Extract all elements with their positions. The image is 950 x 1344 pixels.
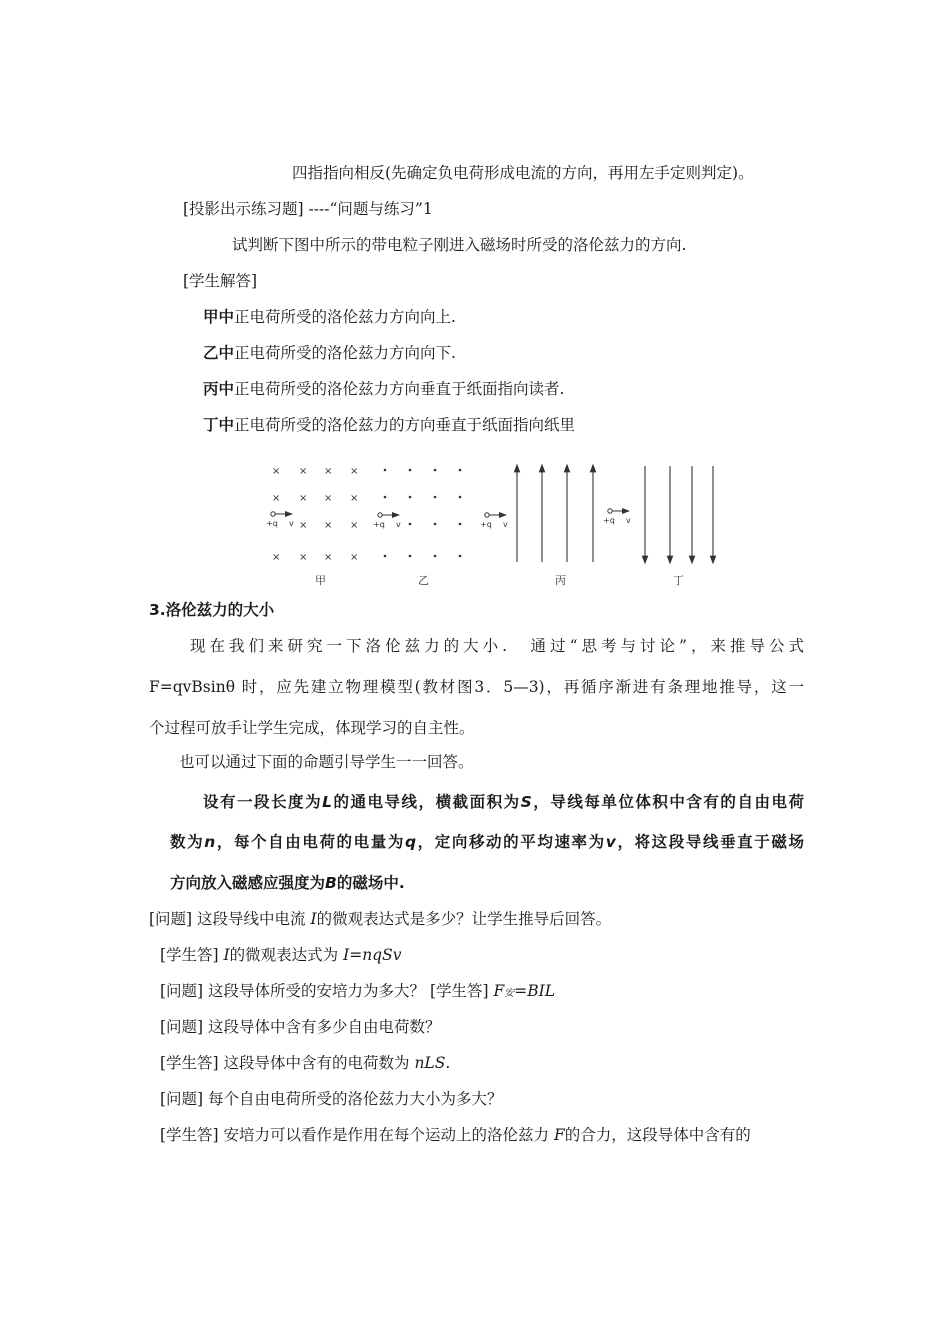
paragraph-1-line-1: 现在我们来研究一下洛伦兹力的大小. 通过“思考与讨论”，来推导公式: [190, 637, 804, 655]
field-cross-1-2: ×: [299, 520, 308, 531]
field-dot-3-3: [459, 555, 462, 558]
line-projection-exercise: [投影出示练习题] ----“问题与练习”1: [183, 200, 433, 218]
answer-charge-count: [学生答] 这段导体中含有的电荷数为 nLS.: [160, 1054, 451, 1072]
field-dot-3-0: [459, 469, 462, 472]
magnetic-field-figure: [255, 462, 725, 592]
field-dot-1-3: [409, 555, 412, 558]
field-dot-3-1: [459, 496, 462, 499]
field-cross-2-3: ×: [324, 552, 333, 563]
field-dot-0-1: [384, 496, 387, 499]
section-heading: 3.洛伦兹力的大小: [149, 601, 275, 619]
field-cross-1-0: ×: [299, 466, 308, 477]
question-current: [问题] 这段导线中电流 I的微观表达式是多少？让学生推导后回答。: [149, 910, 612, 928]
panel-label-1: 乙: [418, 574, 429, 587]
field-cross-3-2: ×: [350, 520, 359, 531]
charge-label-jia: +q: [266, 519, 278, 528]
proposition-line-1: 设有一段长度为L的通电导线，横截面积为S，导线每单位体积中含有的自由电荷: [203, 793, 804, 811]
line-left-hand-rule: 四指指向相反(先确定负电荷形成电流的方向，再用左手定则判定)。: [292, 164, 754, 182]
panel-label-0: 甲: [315, 574, 326, 587]
field-dot-2-1: [434, 496, 437, 499]
field-dot-1-2: [409, 523, 412, 526]
field-cross-3-1: ×: [350, 493, 359, 504]
charge-label-ding: +q: [603, 516, 615, 525]
charge-particle-bing: [485, 513, 489, 517]
field-dot-2-3: [434, 555, 437, 558]
field-cross-2-0: ×: [324, 466, 333, 477]
field-cross-0-3: ×: [272, 552, 281, 563]
proposition-line-2: 数为n，每个自由电荷的电量为q，定向移动的平均速率为v，将这段导线垂直于磁场: [170, 833, 804, 851]
field-dot-3-2: [459, 523, 462, 526]
line-student-answer-label: [学生解答]: [183, 272, 258, 290]
field-cross-1-3: ×: [299, 552, 308, 563]
proposition-line-3: 方向放入磁感应强度为B的磁场中.: [170, 874, 405, 892]
field-dot-0-3: [384, 555, 387, 558]
field-dot-0-0: [384, 469, 387, 472]
answer-jia: 甲中正电荷所受的洛伦兹力方向向上.: [203, 308, 456, 326]
field-cross-1-1: ×: [299, 493, 308, 504]
charge-particle-jia: [271, 512, 275, 516]
field-cross-2-1: ×: [324, 493, 333, 504]
paragraph-1-line-2: F=qvBsinθ 时，应先建立物理模型(教材图3．5—3)，再循序渐进有条理地推导，这一: [149, 678, 804, 696]
question-lorentz-per-charge: [问题] 每个自由电荷所受的洛伦兹力大小为多大？: [160, 1090, 503, 1108]
answer-current: [学生答] I的微观表达式为 I=nqSv: [160, 946, 402, 964]
question-ampere-force: [问题] 这段导体所受的安培力为多大？ [学生答] F安=BIL: [160, 982, 556, 1000]
field-cross-0-1: ×: [272, 493, 281, 504]
field-cross-3-3: ×: [350, 552, 359, 563]
field-dot-2-2: [434, 523, 437, 526]
charge-particle-yi: [378, 513, 382, 517]
line-exercise-question: 试判断下图中所示的带电粒子刚进入磁场时所受的洛伦兹力的方向.: [232, 236, 687, 254]
answer-yi: 乙中正电荷所受的洛伦兹力方向向下.: [203, 344, 456, 362]
velocity-label-yi: v: [396, 520, 401, 529]
answer-ding: 丁中正电荷所受的洛伦兹力的方向垂直于纸面指向纸里: [203, 416, 576, 434]
paragraph-1-line-3: 个过程可放手让学生完成，体现学习的自主性。: [149, 719, 475, 737]
question-charge-count: [问题] 这段导体中含有多少自由电荷数？: [160, 1018, 441, 1036]
charge-label-bing: +q: [480, 520, 492, 529]
field-cross-0-0: ×: [272, 466, 281, 477]
field-dot-1-0: [409, 469, 412, 472]
panel-label-2: 丙: [555, 574, 566, 587]
velocity-label-bing: v: [503, 520, 508, 529]
field-cross-3-0: ×: [350, 466, 359, 477]
charge-particle-ding: [608, 509, 612, 513]
answer-lorentz-sum: [学生答] 安培力可以看作是作用在每个运动上的洛伦兹力 F的合力，这段导体中含有的: [160, 1126, 751, 1144]
field-dot-1-1: [409, 496, 412, 499]
panel-label-3: 丁: [673, 574, 684, 587]
velocity-label-jia: v: [289, 519, 294, 528]
charge-label-yi: +q: [373, 520, 385, 529]
field-cross-2-2: ×: [324, 520, 333, 531]
paragraph-2: 也可以通过下面的命题引导学生一一回答。: [179, 753, 474, 771]
answer-bing: 丙中正电荷所受的洛伦兹力方向垂直于纸面指向读者.: [203, 380, 565, 398]
field-dot-2-0: [434, 469, 437, 472]
velocity-label-ding: v: [626, 516, 631, 525]
